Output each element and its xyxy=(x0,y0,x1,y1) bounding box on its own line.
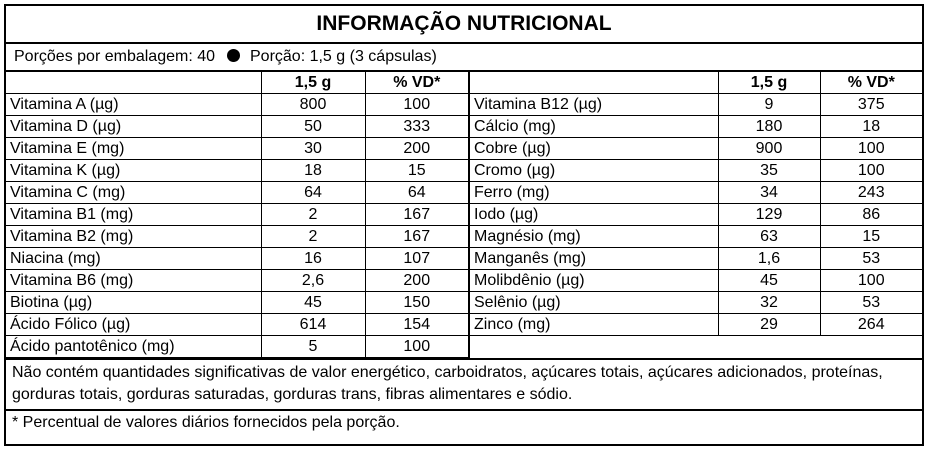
nutrient-vd: 154 xyxy=(365,314,469,336)
header-amount-right: 1,5 g xyxy=(718,72,820,94)
nutrient-name: Ácido pantotênico (mg) xyxy=(6,336,261,358)
nutrient-name: Ácido Fólico (µg) xyxy=(6,314,261,336)
nutrient-name: Manganês (mg) xyxy=(469,248,718,270)
nutrient-vd: 100 xyxy=(365,94,469,116)
nutrient-vd: 167 xyxy=(365,204,469,226)
nutrient-name: Vitamina B1 (mg) xyxy=(6,204,261,226)
nutrient-vd: 243 xyxy=(820,182,922,204)
nutrient-amount: 50 xyxy=(261,116,365,138)
table-row xyxy=(6,116,922,138)
nutrient-vd: 375 xyxy=(820,94,922,116)
nutrient-amount: 45 xyxy=(718,270,820,292)
label-title: INFORMAÇÃO NUTRICIONAL xyxy=(6,6,922,44)
nutrient-amount: 30 xyxy=(261,138,365,160)
table-row xyxy=(6,182,922,204)
header-blank-left xyxy=(6,72,261,94)
table-row xyxy=(6,248,922,270)
nutrient-amount: 900 xyxy=(718,138,820,160)
table-header-row xyxy=(6,72,922,94)
nutrient-vd: 15 xyxy=(365,160,469,182)
nutrient-amount: 45 xyxy=(261,292,365,314)
portion-info xyxy=(6,44,922,72)
header-vd-right: % VD* xyxy=(820,72,922,94)
nutrient-name: Vitamina D (µg) xyxy=(6,116,261,138)
nutrient-amount: 34 xyxy=(718,182,820,204)
nutrient-name: Vitamina B12 (µg) xyxy=(469,94,718,116)
nutrient-vd: 86 xyxy=(820,204,922,226)
nutrient-name: Vitamina B2 (mg) xyxy=(6,226,261,248)
nutrient-amount: 129 xyxy=(718,204,820,226)
nutrient-amount: 64 xyxy=(261,182,365,204)
nutrient-amount: 63 xyxy=(718,226,820,248)
nutrient-vd: 53 xyxy=(820,248,922,270)
nutrient-amount: 1,6 xyxy=(718,248,820,270)
nutrient-name: Cálcio (mg) xyxy=(469,116,718,138)
nutrient-vd: 200 xyxy=(365,138,469,160)
nutrient-amount: 2,6 xyxy=(261,270,365,292)
table-row xyxy=(6,292,922,314)
nutrient-amount: 35 xyxy=(718,160,820,182)
nutrient-vd: 53 xyxy=(820,292,922,314)
nutrient-vd: 100 xyxy=(820,138,922,160)
nutrient-amount: 9 xyxy=(718,94,820,116)
table-row xyxy=(6,314,922,336)
nutrient-vd: 100 xyxy=(820,160,922,182)
nutrient-vd: 333 xyxy=(365,116,469,138)
nutrient-vd: 167 xyxy=(365,226,469,248)
nutrient-vd: 200 xyxy=(365,270,469,292)
nutrient-name: Molibdênio (µg) xyxy=(469,270,718,292)
nutrient-amount: 800 xyxy=(261,94,365,116)
table-row xyxy=(6,94,922,116)
serving-size: Porção: 1,5 g (3 cápsulas) xyxy=(250,48,437,65)
nutrient-name: Zinco (mg) xyxy=(469,314,718,336)
nutrient-table xyxy=(6,72,922,358)
nutrient-amount: 16 xyxy=(261,248,365,270)
table-row xyxy=(6,336,922,358)
empty-cell xyxy=(469,336,922,358)
nutrient-name: Vitamina B6 (mg) xyxy=(6,270,261,292)
nutrient-vd: 100 xyxy=(820,270,922,292)
header-amount-left: 1,5 g xyxy=(261,72,365,94)
nutrient-amount: 32 xyxy=(718,292,820,314)
nutrient-vd: 15 xyxy=(820,226,922,248)
nutrient-name: Vitamina C (mg) xyxy=(6,182,261,204)
nutrient-name: Vitamina K (µg) xyxy=(6,160,261,182)
nutrient-vd: 100 xyxy=(365,336,469,358)
nutrient-name: Cobre (µg) xyxy=(469,138,718,160)
nutrient-vd: 264 xyxy=(820,314,922,336)
nutrient-amount: 18 xyxy=(261,160,365,182)
table-row xyxy=(6,270,922,292)
nutrient-amount: 2 xyxy=(261,204,365,226)
servings-per-package: Porções por embalagem: 40 xyxy=(14,48,215,65)
header-vd-left: % VD* xyxy=(365,72,469,94)
header-blank-right xyxy=(469,72,718,94)
nutrient-vd: 64 xyxy=(365,182,469,204)
nutrient-amount: 180 xyxy=(718,116,820,138)
bullet-icon xyxy=(227,49,240,62)
nutrient-amount: 5 xyxy=(261,336,365,358)
nutrient-name: Vitamina A (µg) xyxy=(6,94,261,116)
table-row xyxy=(6,204,922,226)
nutrient-amount: 29 xyxy=(718,314,820,336)
nutrient-amount: 2 xyxy=(261,226,365,248)
nutrient-vd: 18 xyxy=(820,116,922,138)
nutrient-name: Iodo (µg) xyxy=(469,204,718,226)
nutrient-vd: 150 xyxy=(365,292,469,314)
nutrient-name: Cromo (µg) xyxy=(469,160,718,182)
table-row xyxy=(6,226,922,248)
not-significant-note: Não contém quantidades significativas de valor energético, carboidratos, açúcares totais, açúcares adicionados, proteínas, gorduras totais, gorduras saturadas, gorduras trans, fibras alimentares e sódio. xyxy=(6,358,922,409)
table-row xyxy=(6,138,922,160)
nutrient-name: Vitamina E (mg) xyxy=(6,138,261,160)
nutrient-name: Selênio (µg) xyxy=(469,292,718,314)
nutrient-name: Biotina (µg) xyxy=(6,292,261,314)
nutrient-name: Niacina (mg) xyxy=(6,248,261,270)
nutrient-name: Magnésio (mg) xyxy=(469,226,718,248)
daily-value-footnote: * Percentual de valores diários fornecidos pela porção. xyxy=(6,409,922,435)
nutrition-facts-label xyxy=(4,4,924,446)
nutrient-name: Ferro (mg) xyxy=(469,182,718,204)
nutrient-vd: 107 xyxy=(365,248,469,270)
nutrient-amount: 614 xyxy=(261,314,365,336)
table-row xyxy=(6,160,922,182)
